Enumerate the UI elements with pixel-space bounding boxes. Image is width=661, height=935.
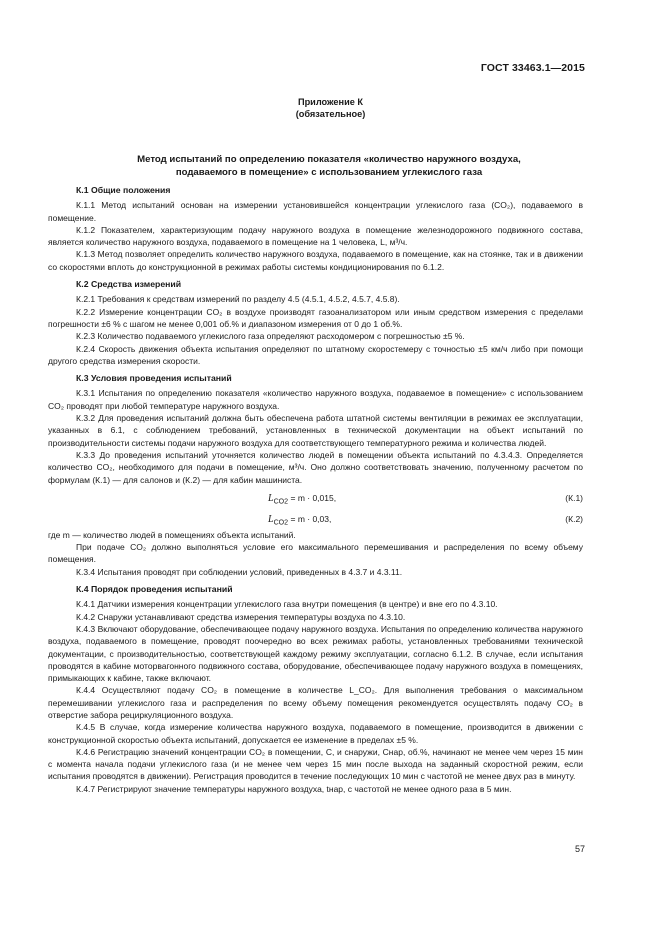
formula-where-clause: где m — количество людей в помещениях объекта испытаний. — [48, 529, 296, 540]
standard-number: ГОСТ 33463.1—2015 — [480, 62, 585, 74]
paragraph-k4-7: К.4.7 Регистрируют значение температуры наружного воздуха, tнар, с частотой не менее одного раза в 5 мин. — [76, 783, 512, 794]
formula-k2-subscript: CO2 — [273, 518, 289, 527]
paragraph-k4-3: К.4.3 Включают оборудование, обеспечивающее подачу наружного воздуха. Испытания по определению количества наружного воздуха, подаваемого в помещение, проводят поочередно во всех режимах работы, установленных требованиями технической документации, с производительностью, соответствующей каждому режиму эксплуатации, согласно 6.1.2. В случае, если испытания проводятся в кабине моторвагонного подвижного состава, оборудование, обеспечивающее подачу наружного воздуха в помещениях, примыкающих к кабине, также включают. — [48, 623, 583, 684]
method-title-line-2: подаваемого в помещение» с использованием углекислого газа — [175, 167, 483, 178]
paragraph-k3-3: К.3.3 До проведения испытаний уточняется количество людей в помещении объекта испытаний по 4.3.4.3. Определяется количество CO₂, необходимого для подачи в помещение, м³/ч. Оно должно соответствовать значению, полученному расчетом по формулам (К.1) — для салонов и (К.2) — для кабин машиниста. — [48, 449, 583, 485]
formula-k1-expression — [268, 492, 336, 508]
paragraph-k3-4: К.3.4 Испытания проводят при соблюдении условий, приведенных в 4.3.7 и 4.3.11. — [76, 566, 403, 577]
paragraph-k4-4: К.4.4 Осуществляют подачу CO₂ в помещение в количестве L_CO₂. Для выполнения требования о максимальном перемешивании углекислого газа и распределения по всему объему помещения рекомендуется осуществлять подачу CO₂ в отверстие забора рециркуляционного воздуха. — [48, 685, 583, 720]
formula-k2-rhs: = m · 0,03, — [290, 513, 332, 524]
paragraph-k4-1: К.4.1 Датчики измерения концентрации углекислого газа внутри помещения (в центре) и вне его по 4.3.10. — [76, 599, 498, 610]
paragraph-k3-co2-mixing: При подаче CO₂ должно выполняться условие его максимального перемешивания и распределения по всему объему помещения. — [48, 542, 583, 565]
paragraph-k1-1: К.1.1 Метод испытаний основан на измерении установившейся концентрации углекислого газа (CO₂), подаваемого в помещение. — [48, 200, 583, 223]
page-number: 57 — [574, 844, 585, 854]
formula-k1-subscript: CO2 — [273, 497, 289, 506]
formula-k2-expression — [268, 513, 331, 529]
formula-k2-symbol: L — [268, 513, 274, 525]
formula-k1-rhs: = m · 0,015, — [290, 492, 337, 503]
section-heading-k1: К.1 Общие положения — [76, 185, 171, 195]
paragraph-k2-2: К.2.2 Измерение концентрации CO₂ в воздухе производят газоанализатором или иным средством измерения с пределами погрешности ±6 % с шагом не менее 0,001 об.% и диапазоном измерения от 0 до 1 об.%. — [48, 306, 583, 329]
method-title-line-1: Метод испытаний по определению показателя «количество наружного воздуха, — [137, 154, 521, 165]
formula-k2-number: (К.2) — [565, 513, 583, 524]
paragraph-k4-2: К.4.2 Снаружи устанавливают средства измерения температуры воздуха по 4.3.10. — [76, 611, 406, 622]
section-heading-k4: К.4 Порядок проведения испытаний — [76, 584, 233, 595]
formula-k1-number: (К.1) — [565, 492, 583, 503]
paragraph-k2-1: К.2.1 Требования к средствам измерений по разделу 4.5 (4.5.1, 4.5.2, 4.5.7, 4.5.8). — [76, 294, 400, 305]
method-title — [48, 153, 610, 179]
formula-k1 — [48, 487, 583, 507]
annex-title: Приложение К — [297, 97, 364, 107]
formula-k1-symbol: L — [268, 492, 274, 504]
paragraph-k1-2: К.1.2 Показателем, характеризующим подачу наружного воздуха в помещение железнодорожного подвижного состава, является количество наружного воздуха, подаваемого в помещение на 1 человека, L, м³/ч. — [48, 224, 583, 248]
formula-k2 — [48, 508, 583, 528]
paragraph-k2-3: К.2.3 Количество подаваемого углекислого газа определяют расходомером с погрешностью ±5 %. — [76, 331, 465, 342]
section-heading-k3: К.3 Условия проведения испытаний — [76, 373, 232, 384]
paragraph-k1-3: К.1.3 Метод позволяет определить количество наружного воздуха, подаваемого в помещение, как на стоянке, так и в движении со скоростями вплоть до конструкционной в режимах работы системы кондиционирования по 6.1.2. — [48, 249, 583, 272]
paragraph-k3-2: К.3.2 Для проведения испытаний должна быть обеспечена работа штатной системы вентиляции в режимах ее эксплуатации, указанных в 6.1, с соблюдением требований, установленных в технической документации на объект испытаний по производительности системы подачи наружного воздуха для соответствующего температурного режима и количества людей. — [48, 413, 583, 448]
annex-heading — [0, 96, 661, 120]
document-body — [48, 184, 583, 795]
paragraph-k3-1: К.3.1 Испытания по определению показателя «количество наружного воздуха, подаваемое в помещение» с использованием CO₂ проводят при любой температуре наружного воздуха. — [48, 388, 583, 411]
paragraph-k4-6: К.4.6 Регистрацию значений концентрации CO₂ в помещении, C, и снаружи, Cнар, об.%, начинают не менее чем через 15 мин с момента начала подачи углекислого газа (и не менее чем через 15 мин после выхода на заданный скоростной режим, если испытания проводятся в движении). Регистрация проводится в течение последующих 10 мин с частотой не менее двух раз в минуту. — [48, 746, 583, 782]
paragraph-k4-5: К.4.5 В случае, когда измерение количества наружного воздуха, подаваемого в помещение, производится в движении с конструкционной скоростью объекта испытаний, допускается ее изменение в пределах ±5 %. — [48, 722, 583, 745]
annex-status: (обязательное) — [295, 109, 366, 119]
paragraph-k2-4: К.2.4 Скорость движения объекта испытания определяют по штатному скоростемеру с точностью ±5 км/ч либо при помощи другого средства измерения скорости. — [48, 343, 583, 366]
section-heading-k2: К.2 Средства измерений — [76, 279, 182, 290]
